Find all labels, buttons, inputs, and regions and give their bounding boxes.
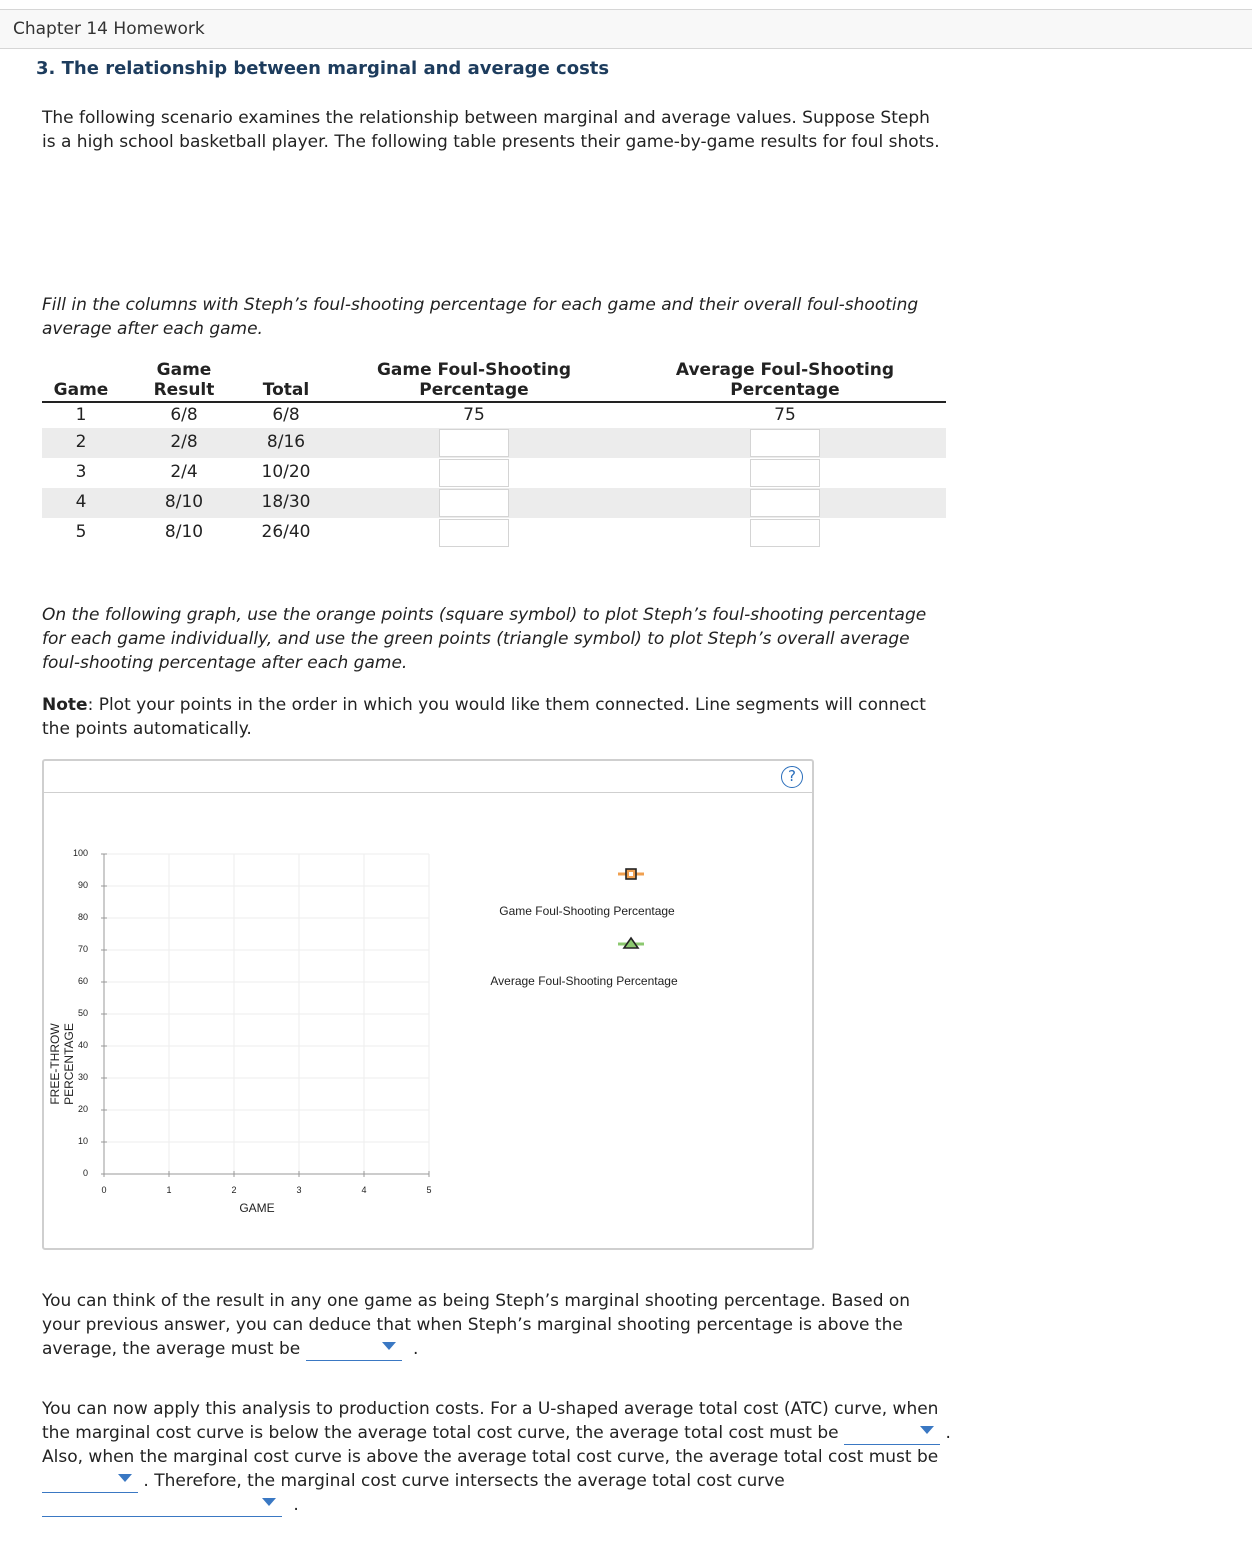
cell-game: 5: [75, 522, 87, 542]
marginal-dropdown[interactable]: [306, 1338, 402, 1361]
legend-game-pct-label: Game Foul-Shooting Percentage: [499, 904, 675, 918]
atc-above-dropdown[interactable]: [42, 1470, 138, 1493]
cell-total: 8/16: [266, 432, 306, 452]
atc-text-2: . Also, when the marginal cost curve is above the average total cost curve, the average total cost must be: [42, 1423, 951, 1467]
square-marker-center: [629, 872, 633, 876]
x-tick-label: 0: [101, 1185, 107, 1195]
cell-game: 2: [75, 432, 87, 452]
legend-game-pct-symbol[interactable]: [618, 869, 644, 879]
atc-question: [42, 1397, 957, 1517]
cell-game: 3: [75, 462, 87, 482]
y-tick-label: 40: [77, 1040, 88, 1050]
atc-text-1: You can now apply this analysis to production costs. For a U-shaped average total cost (ATC) curve, when the marginal cost curve is below the average total cost curve, the average total cost must be: [42, 1399, 939, 1443]
atc-below-dropdown[interactable]: [844, 1422, 940, 1445]
col-header-avg-pct-1: Average Foul-Shooting: [675, 360, 895, 380]
y-tick-label: 10: [77, 1136, 88, 1146]
x-tick-label: 2: [231, 1185, 237, 1195]
period: .: [293, 1495, 299, 1515]
cell-result: 2/4: [170, 462, 198, 482]
x-tick-label: 4: [361, 1185, 367, 1195]
period: .: [413, 1339, 419, 1359]
y-tick-label: 90: [77, 880, 88, 890]
cell-total: 6/8: [272, 405, 300, 425]
col-header-avg-pct-2: Percentage: [730, 380, 840, 400]
x-tick-label: 1: [166, 1185, 172, 1195]
y-axis-title: FREE-THROW PERCENTAGE: [48, 1023, 76, 1105]
atc-intersect-dropdown[interactable]: [42, 1494, 282, 1517]
legend-avg-pct-label: Average Foul-Shooting Percentage: [490, 974, 678, 988]
y-tick-label: 20: [77, 1104, 88, 1114]
help-icon[interactable]: ?: [781, 766, 803, 788]
cell-game: 1: [75, 405, 87, 425]
note-text: : Plot your points in the order in which you would like them connected. Line segments will connect the points automatically.: [42, 695, 926, 739]
col-header-result-2: Result: [153, 380, 215, 400]
x-tick-label: 5: [426, 1185, 432, 1195]
col-header-game: Game: [53, 380, 109, 400]
cell-game-pct: 75: [463, 405, 485, 425]
graph-instruction: On the following graph, use the orange points (square symbol) to plot Steph’s foul-shooting percentage for each game individually, and use the green points (triangle symbol) to plot Steph’s overall average foul-shooting percentage after each game.: [42, 605, 927, 673]
col-header-total: Total: [262, 380, 310, 400]
x-axis-title: GAME: [239, 1201, 275, 1215]
y-tick-label: 80: [77, 912, 88, 922]
cell-result: 6/8: [170, 405, 198, 425]
y-tick-label: 70: [77, 944, 88, 954]
table-instruction: Fill in the columns with Steph’s foul-shooting percentage for each game and their overall foul-shooting average after each game.: [42, 295, 919, 339]
chapter-title: Chapter 14 Homework: [13, 19, 205, 39]
chevron-down-icon: [262, 1498, 276, 1506]
chevron-down-icon: [118, 1474, 132, 1482]
grid-lines: [104, 854, 429, 1174]
chevron-down-icon: [382, 1342, 396, 1350]
cell-game: 4: [75, 492, 87, 512]
y-tick-label: 30: [77, 1072, 88, 1082]
cell-total: 10/20: [261, 462, 311, 482]
y-tick-label: 50: [77, 1008, 88, 1018]
legend-avg-pct-symbol[interactable]: [618, 938, 644, 948]
cell-result: 2/8: [170, 432, 198, 452]
cell-total: 18/30: [261, 492, 311, 512]
col-header-game-pct-1: Game Foul-Shooting: [376, 360, 572, 380]
intro-text: The following scenario examines the relationship between marginal and average values. Suppose Steph is a high school basketball player. The following table presents their game-by-game results for foul shots.: [42, 108, 940, 152]
cell-result: 8/10: [164, 492, 204, 512]
col-header-result-1: Game: [156, 360, 212, 380]
cell-avg-pct: 75: [774, 405, 796, 425]
question-title: 3. The relationship between marginal and average costs: [36, 58, 610, 79]
y-tick-label: 60: [77, 976, 88, 986]
note-label: Note: [42, 695, 88, 715]
y-tick-label: 100: [72, 848, 88, 858]
x-tick-label: 3: [296, 1185, 302, 1195]
atc-text-3: . Therefore, the marginal cost curve intersects the average total cost curve: [143, 1471, 785, 1491]
cell-result: 8/10: [164, 522, 204, 542]
chevron-down-icon: [920, 1426, 934, 1434]
axes: [101, 854, 429, 1177]
marginal-question: [42, 1289, 947, 1361]
marginal-question-text: You can think of the result in any one game as being Steph’s marginal shooting percentage. Based on your previous answer, you can deduce that when Steph’s marginal shooting percentage is above the average, the average must be: [42, 1291, 911, 1359]
col-header-game-pct-2: Percentage: [419, 380, 529, 400]
cell-total: 26/40: [261, 522, 311, 542]
y-tick-label: 0: [82, 1168, 88, 1178]
